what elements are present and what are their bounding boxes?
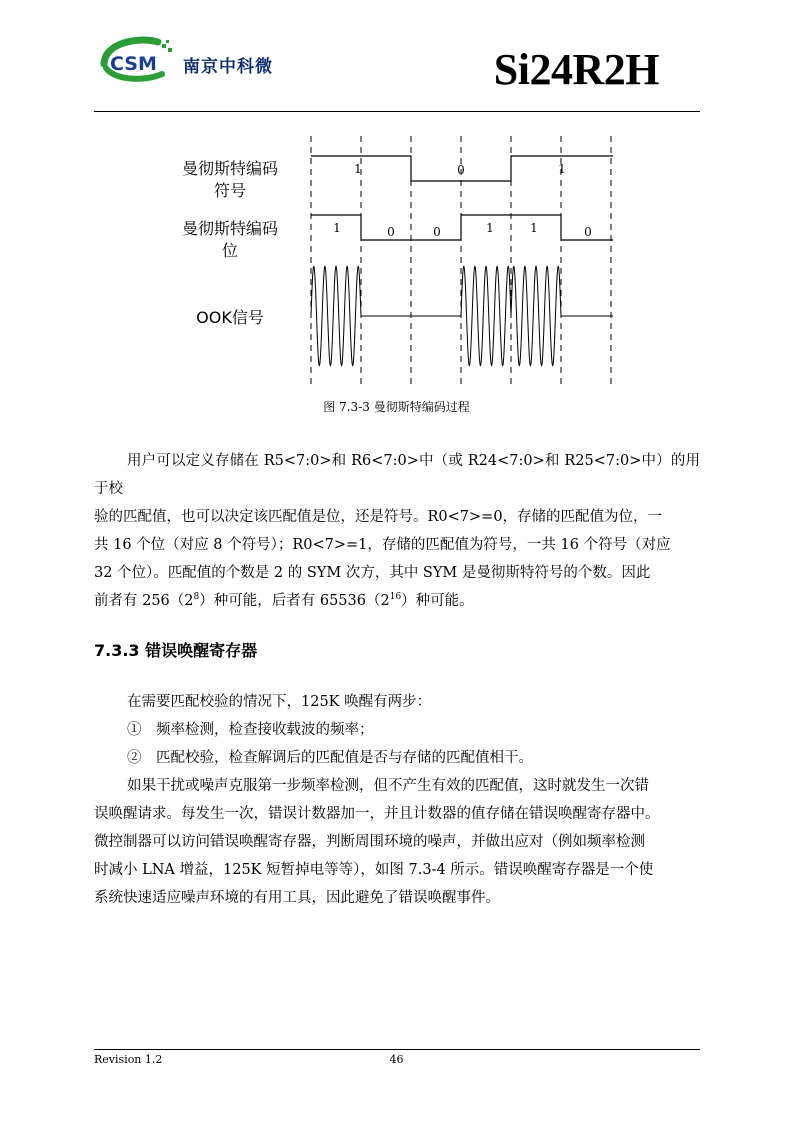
section-heading: 7.3.3 错误唤醒寄存器	[94, 641, 258, 660]
carrier-burst	[461, 266, 511, 366]
ook-waveform	[311, 266, 613, 366]
symbol-value: 0	[457, 163, 465, 177]
symbol-value: 1	[354, 162, 362, 176]
page-number: 46	[389, 1053, 404, 1066]
text-line: 系统快速适应噪声环境的有用工具，因此避免了错误唤醒事件。	[94, 890, 500, 906]
logo-text: CSM	[110, 53, 157, 75]
text-line: 32 个位）。匹配值的个数是 2 的 SYM 次方，其中 SYM 是曼彻斯特符号的个数。因此	[94, 565, 651, 581]
text-line: 误唤醒请求。每发生一次，错误计数器加一，并且计数器的值存储在错误唤醒寄存器中。	[94, 806, 660, 822]
symbol-value: 1	[558, 162, 566, 176]
bit-value: 0	[387, 225, 395, 239]
text-line: 验的匹配值，也可以决定该匹配值是位，还是符号。R0<7>=0，存储的匹配值为位，一	[94, 509, 663, 525]
product-model: Si24R2H	[493, 45, 659, 94]
list-item: ① 频率检测，检查接收载波的频率；	[127, 722, 374, 738]
bit-value: 0	[584, 225, 592, 239]
carrier-burst	[511, 266, 561, 366]
footer-divider	[94, 1049, 700, 1050]
text-line: 用户可以定义存储在 R5<7:0>和 R6<7:0>中（或 R24<7:0>和 R25<7:0>中）的用于校	[94, 453, 700, 497]
row-label-symbol: 曼彻斯特编码 符号	[181, 159, 278, 200]
row-label-ook: OOK信号	[196, 308, 264, 327]
paragraph-false-wakeup	[94, 688, 700, 912]
text-line: 在需要匹配校验的情况下，125K 唤醒有两步：	[127, 694, 432, 710]
list-item: ② 匹配校验，检查解调后的匹配值是否与存储的匹配值相干。	[127, 750, 533, 766]
bit-value: 1	[486, 221, 494, 235]
bit-value: 1	[333, 221, 341, 235]
revision-label: Revision 1.2	[94, 1053, 163, 1066]
company-name: 南京中科微	[183, 57, 273, 77]
row-label-bit: 曼彻斯特编码 位	[181, 219, 278, 260]
paragraph-match-value	[94, 447, 700, 615]
manchester-diagram	[0, 0, 793, 400]
text-line: 微控制器可以访问错误唤醒寄存器，判断周围环境的噪声，并做出应对（例如频率检测	[94, 834, 645, 850]
bit-value: 0	[433, 225, 441, 239]
text-line: 如果干扰或噪声克服第一步频率检测，但不产生有效的匹配值，这时就发生一次错	[127, 778, 649, 794]
text-line: 前者有 $256(2^8)$种可能，后者有 $65536(2^{16})$种可能。	[94, 592, 474, 609]
bit-waveform	[311, 215, 613, 240]
bit-value: 1	[530, 221, 538, 235]
text-line: 时减小 LNA 增益，125K 短暂掉电等等），如图 7.3-4 所示。错误唤醒寄存器是一个使	[94, 862, 654, 878]
carrier-burst	[311, 266, 361, 366]
text-line: 共 16 个位（对应 8 个符号）；R0<7>=1，存储的匹配值为符号，一共 16 个符号（对应	[94, 537, 671, 553]
figure-caption: 图 7.3-3 曼彻斯特编码过程	[323, 400, 470, 414]
